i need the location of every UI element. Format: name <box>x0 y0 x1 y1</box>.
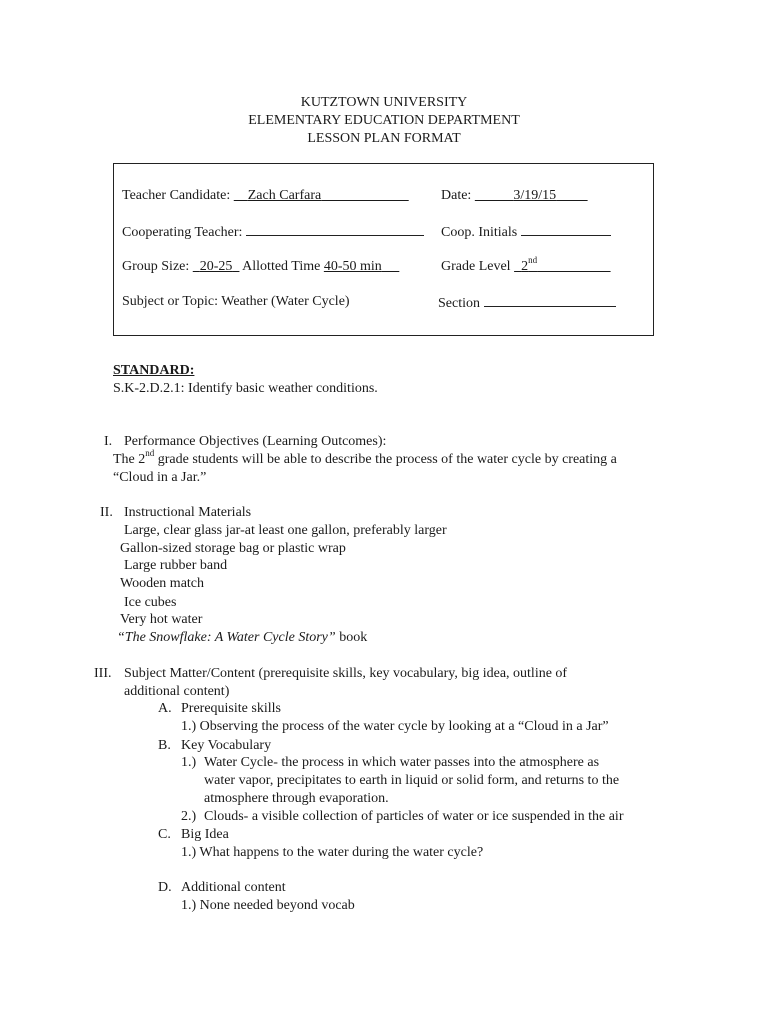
grade-value: 2nd <box>521 255 538 274</box>
content-heading-line-1: Subject Matter/Content (prerequisite skills, key vocabulary, big idea, outline of <box>124 666 568 681</box>
date-value: 3/19/15 <box>513 188 557 203</box>
objectives-line-2: “Cloud in a Jar.” <box>113 470 207 485</box>
content-d-item: 1.) None needed beyond vocab <box>181 898 355 913</box>
content-numeral: III. <box>94 666 112 681</box>
content-b-item-1-line-2: water vapor, precipitates to earth in liquid or solid form, and returns to the <box>204 773 620 788</box>
materials-numeral: II. <box>100 505 113 520</box>
coop-teacher-blank <box>246 222 424 236</box>
book-title: “The Snowflake: A Water Cycle Story” <box>117 630 336 645</box>
material-item: Large rubber band <box>124 558 228 573</box>
coop-teacher-label: Cooperating Teacher: <box>122 225 243 240</box>
format-title: LESSON PLAN FORMAT <box>307 131 461 146</box>
content-b-letter: B. <box>158 738 171 753</box>
objectives-numeral: I. <box>104 434 113 449</box>
material-item: Very hot water <box>120 612 203 627</box>
department-title: ELEMENTARY EDUCATION DEPARTMENT <box>248 113 520 128</box>
section-row <box>438 293 616 312</box>
content-b-label: Key Vocabulary <box>181 738 272 753</box>
content-d-letter: D. <box>158 880 172 895</box>
content-b-item-1-line-3: atmosphere through evaporation. <box>204 791 389 806</box>
content-c-letter: C. <box>158 827 171 842</box>
teacher-row <box>122 187 409 204</box>
allotted-value: 40-50 min <box>323 259 382 274</box>
subject-row <box>122 293 350 310</box>
teacher-label: Teacher Candidate: <box>122 188 231 203</box>
content-b-item-1-num: 1.) <box>181 755 197 770</box>
group-size-label: Group Size: <box>122 259 190 274</box>
content-a-item: 1.) Observing the process of the water cycle by looking at a “Cloud in a Jar” <box>181 719 609 734</box>
content-c-item: 1.) What happens to the water during the water cycle? <box>181 845 484 860</box>
date-label: Date: <box>441 188 472 203</box>
coop-initials-row <box>441 222 611 241</box>
group-size-value: 20-25 <box>199 259 233 274</box>
section-label: Section <box>438 296 480 311</box>
standard-heading: STANDARD: <box>113 363 195 378</box>
allotted-label: Allotted Time <box>242 259 321 274</box>
content-c-label: Big Idea <box>181 827 229 842</box>
content-d-label: Additional content <box>181 880 286 895</box>
content-a-label: Prerequisite skills <box>181 701 281 716</box>
objectives-line-1: The 2nd grade students will be able to describe the process of the water cycle by creating a <box>113 448 617 467</box>
material-book: “The Snowflake: A Water Cycle Story” book <box>117 630 368 645</box>
subject-label: Subject or Topic: <box>122 294 218 309</box>
objectives-heading: Performance Objectives (Learning Outcomes): <box>124 434 387 449</box>
coop-initials-label: Coop. Initials <box>441 225 518 240</box>
group-row <box>122 258 399 275</box>
content-a-letter: A. <box>158 701 172 716</box>
date-row <box>441 187 588 204</box>
material-item: Gallon-sized storage bag or plastic wrap <box>120 541 346 556</box>
material-item: Large, clear glass jar-at least one gallon, preferably larger <box>124 523 447 538</box>
material-item: Ice cubes <box>124 595 177 610</box>
material-item: Wooden match <box>120 576 205 591</box>
content-b-item-2-num: 2.) <box>181 809 197 824</box>
content-b-item-2: Clouds- a visible collection of particles of water or ice suspended in the air <box>204 809 624 824</box>
standard-text: S.K-2.D.2.1: Identify basic weather conditions. <box>113 381 378 396</box>
grade-label: Grade Level <box>441 259 511 274</box>
materials-heading: Instructional Materials <box>124 505 252 520</box>
section-blank <box>484 293 616 307</box>
content-b-item-1-line-1: Water Cycle- the process in which water passes into the atmosphere as <box>204 755 600 770</box>
teacher-value: Zach Carfara <box>247 188 322 203</box>
coop-initials-blank <box>521 222 611 236</box>
content-heading-line-2: additional content) <box>124 684 230 699</box>
coop-teacher-row <box>122 222 424 241</box>
university-title: KUTZTOWN UNIVERSITY <box>300 95 468 110</box>
subject-value: Weather (Water Cycle) <box>221 294 350 309</box>
grade-row <box>441 255 611 275</box>
